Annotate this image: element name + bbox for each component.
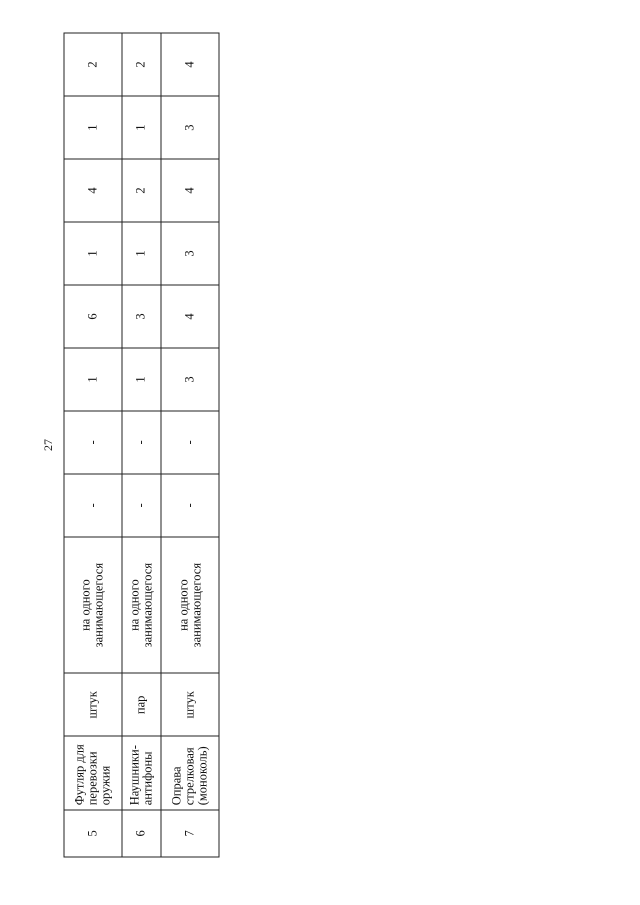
unit-cell: пар xyxy=(121,673,160,736)
quantity-cell: 4 xyxy=(161,159,219,222)
unit-cell: штук xyxy=(64,673,122,736)
quantity-cell: 1 xyxy=(64,222,122,285)
quantity-cell: - xyxy=(121,473,160,536)
item-name-cell: Наушники-антифоны xyxy=(121,736,160,809)
quantity-cell: 2 xyxy=(121,159,160,222)
quantity-cell: 1 xyxy=(121,222,160,285)
quantity-cell: - xyxy=(161,473,219,536)
quantity-cell: 3 xyxy=(161,96,219,159)
equipment-table-rotated xyxy=(63,32,219,857)
quantity-cell: 4 xyxy=(161,285,219,348)
quantity-cell: 1 xyxy=(121,347,160,410)
quantity-cell: - xyxy=(64,473,122,536)
table-row xyxy=(161,33,219,857)
quantity-cell: 4 xyxy=(161,33,219,96)
item-name-cell: Оправа стрелковая (моноколь) xyxy=(161,736,219,809)
row-number-cell: 6 xyxy=(121,809,160,856)
equipment-table xyxy=(63,32,219,857)
quantity-cell: - xyxy=(121,410,160,473)
quantity-cell: 3 xyxy=(161,222,219,285)
table-row xyxy=(64,33,122,857)
item-name-cell: Футляр для перевозки оружия xyxy=(64,736,122,809)
quantity-cell: 3 xyxy=(161,347,219,410)
table-row xyxy=(121,33,160,857)
basis-cell: на одного занимающегося xyxy=(64,536,122,672)
quantity-cell: 1 xyxy=(121,96,160,159)
quantity-cell: - xyxy=(64,410,122,473)
quantity-cell: 1 xyxy=(64,347,122,410)
quantity-cell: 1 xyxy=(64,96,122,159)
quantity-cell: - xyxy=(161,410,219,473)
basis-cell: на одного занимающегося xyxy=(161,536,219,672)
equipment-table-frame xyxy=(63,32,219,857)
row-number-cell: 7 xyxy=(161,809,219,856)
quantity-cell: 2 xyxy=(121,33,160,96)
basis-cell: на одного занимающегося xyxy=(121,536,160,672)
quantity-cell: 3 xyxy=(121,285,160,348)
quantity-cell: 6 xyxy=(64,285,122,348)
page-number: 27 xyxy=(41,439,55,451)
quantity-cell: 4 xyxy=(64,159,122,222)
row-number-cell: 5 xyxy=(64,809,122,856)
quantity-cell: 2 xyxy=(64,33,122,96)
unit-cell: штук xyxy=(161,673,219,736)
